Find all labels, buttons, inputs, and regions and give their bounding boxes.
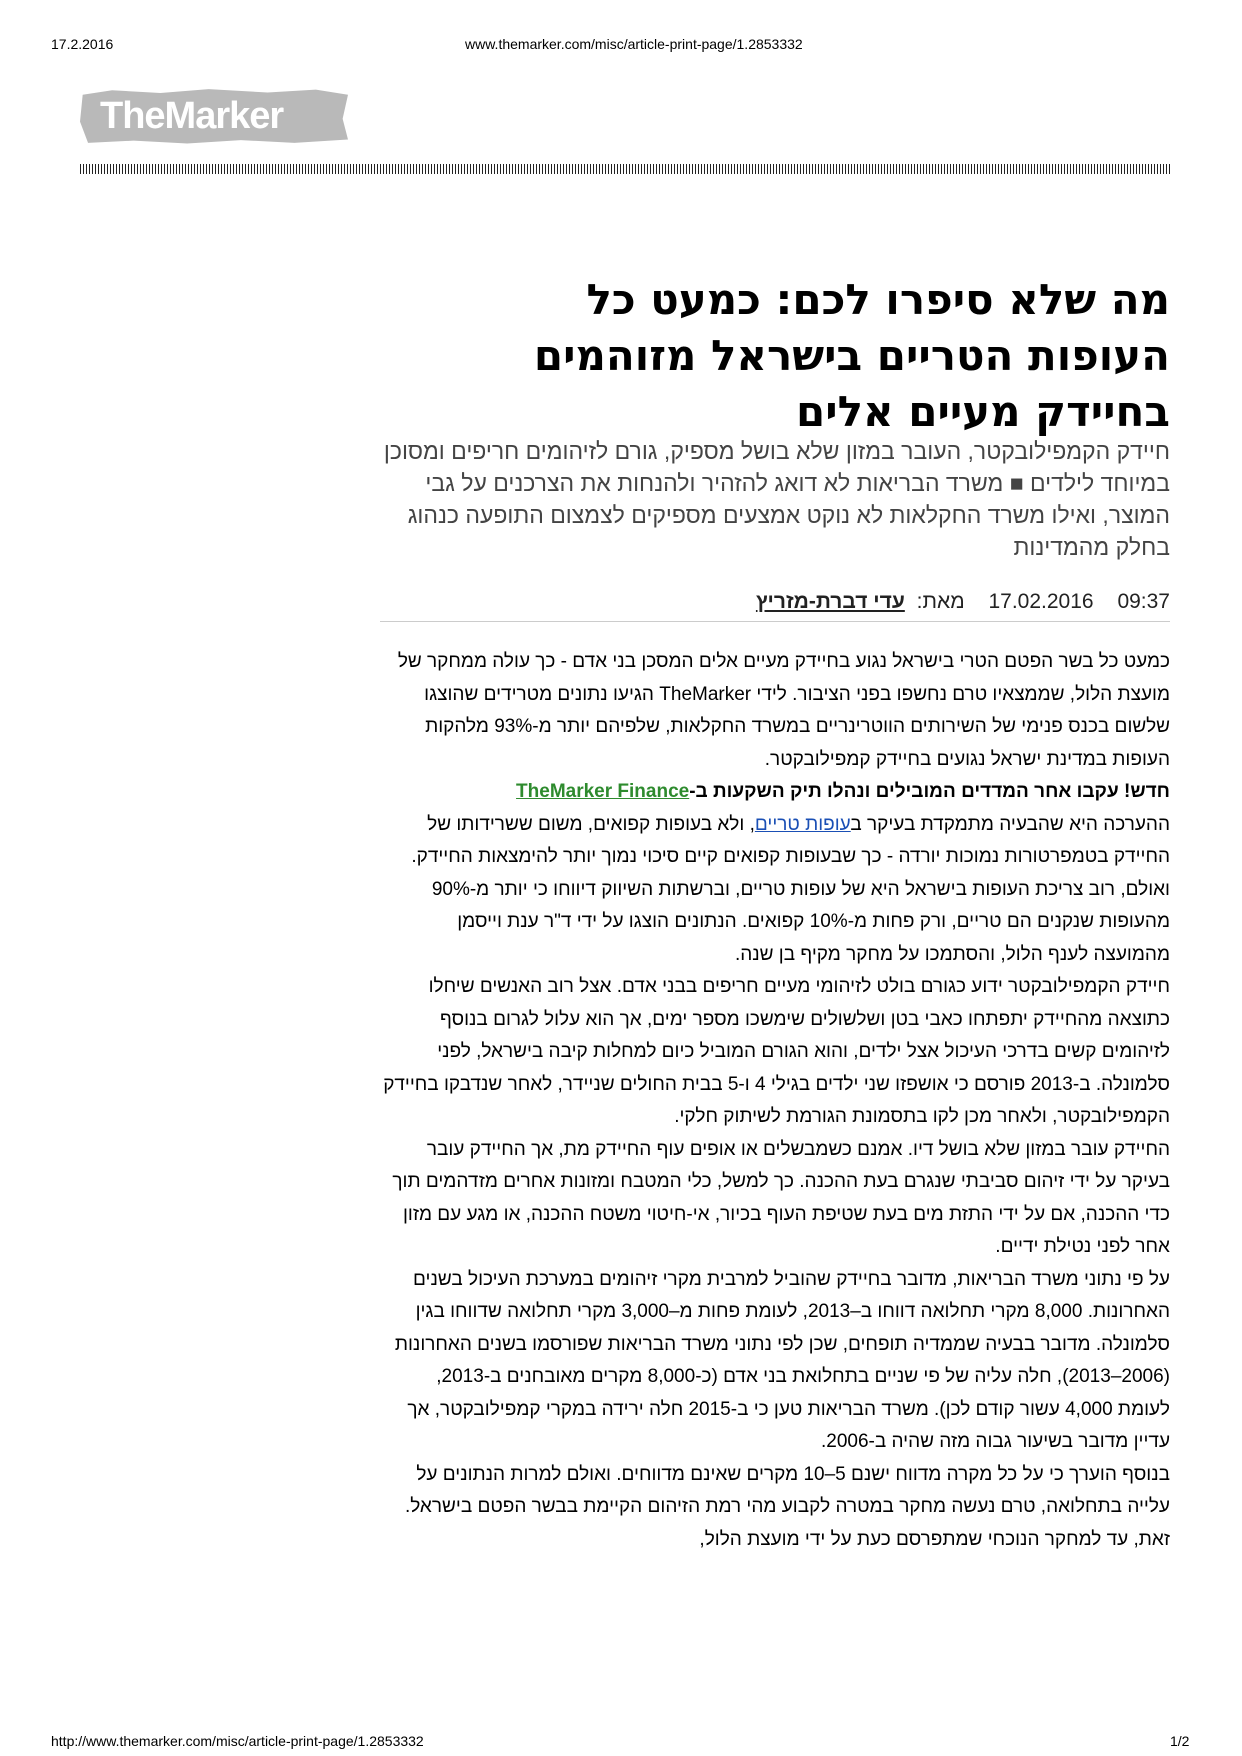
themarker-finance-link[interactable]: TheMarker Finance: [516, 781, 690, 802]
article-subtitle: [370, 435, 1170, 563]
paragraph-6: בנוסף הוערך כי על כל מקרה מדווח ישנם 5–10 מקרים שאינם מדווחים. ואולם למרות הנתונים על עלייה בתחלואה, טרם נעשה מחקר במטרה לקבוע מהי רמת הזיהום הקיימת בבשר הפטם בישראל. זאת, עד למחקר הנוכחי שמתפרסם כעת על ידי מועצת הלול,: [404, 1463, 1170, 1550]
subtitle-part-1: חיידק הקמפילובקטר, העובר במזון שלא בושל מספיק, גורם לזיהומים חריפים ומסוכן במיוחד לילדים: [383, 438, 1170, 496]
footer-url: http://www.themarker.com/misc/article-print-page/1.2853332: [51, 1733, 424, 1749]
paragraph-2-end: , ולא בעופות קפואים, משום ששרידותו של החיידק בטמפרטורות נמוכות יורדה - כך שבעופות קפואים קיים סיכוי נמוך יותר להימצאות החיידק. ואולם, רוב צריכת העופות בישראל היא של עופות טריים, וברשתות השיווק דיווחו כי יותר מ-90% מהעופות שנקנים הם טריים, ורק פחות מ-10% קפואים. הנתונים הוצגו על ידי ד"ר ענת וייסמן מהמועצה לענף הלול, והסתמכו על מחקר מקיף בן שנה.: [411, 813, 1170, 965]
article-byline: [380, 590, 1170, 622]
byline-label: מאת:: [916, 590, 965, 613]
promo-line: [380, 776, 1170, 809]
author-link[interactable]: עדי דברת-מזריץ: [755, 590, 905, 613]
paragraph-5: על פי נתוני משרד הבריאות, מדובר בחיידק שהוביל למרבית מקרי זיהומים במערכת העיכול בשנים האחרונות. 8,000 מקרי תחלואה דווחו ב–2013, לעומת פחות מ–3,000 מקרי תחלואה שדווחו בגין סלמונלה. מדובר בבעיה שממדיה תופחים, שכן לפי נתוני משרד הבריאות שפורסמו בשנים האחרונות (2006–2013), חלה עליה של פי שניים בתחלואת בני אדם (כ-8,000 מקרים מאובחנים ב-2013, לעומת 4,000 עשור קודם לכן). משרד הבריאות טען כי ב-2015 חלה ירידה במקרי קמפילובקטר, אך עדיין מדובר בשיעור גבוה מזה שהיה ב-2006.: [394, 1268, 1170, 1452]
paragraph-4: החיידק עובר במזון שלא בושל דיו. אמנם כשמבשלים או אופים עוף החיידק מת, אך החיידק עובר בעיקר על ידי זיהום סביבתי שנגרם בעת ההכנה. כך למשל, כלי המטבח ומזונות אחרים מזדהמים תוך כדי ההכנה, אם על ידי התזת מים בעת שטיפת העוף בכיור, אי-חיטוי משטח ההכנה, או מגע עם מזון אחר לפני נטילת ידיים.: [392, 1138, 1170, 1257]
page-number: 1/2: [1170, 1733, 1190, 1749]
print-date: 17.2.2016: [51, 36, 114, 52]
promo-text: חדש! עקבו אחר המדדים המובילים ונהלו תיק השקעות ב-: [689, 781, 1170, 802]
article-title: מה שלא סיפרו לכם: כמעט כל העופות הטריים בישראל מזוהמים בחיידק מעיים אלים: [533, 275, 1170, 436]
fresh-poultry-link[interactable]: עופות טריים: [754, 813, 851, 835]
logo-text: TheMarker: [100, 95, 284, 137]
subtitle-part-2: משרד הבריאות לא דואג להזהיר ולהנחות את הצרכנים על גבי המוצר, ואילו משרד החקלאות לא נוקט אמצעים מספיקים לצמצום התופעה כנהוג בחלק מהמדינות: [407, 470, 1170, 560]
paragraph-2-start: ההערכה היא שהבעיה מתמקדת בעיקר ב: [850, 813, 1170, 835]
article-body: [380, 646, 1170, 1556]
themarker-logo[interactable]: [80, 88, 348, 144]
paragraph-2: [380, 809, 1170, 972]
publish-time: 09:37: [1117, 590, 1170, 613]
header-divider: [80, 164, 1170, 174]
print-url: www.themarker.com/misc/article-print-page/1.2853332: [465, 36, 803, 52]
paragraph-3: חיידק הקמפילובקטר ידוע כגורם בולט לזיהומי מעיים חריפים בבני אדם. אצל רוב האנשים שיחלו כתוצאה מהחיידק יתפתחו כאבי בטן ושלשולים שימשכו מספר ימים, אך הוא עלול לגרום בנוסף לזיהומים קשים בדרכי העיכול אצל ילדים, והוא הגורם המוביל כיום למחלות קיבה בישראל, לפני סלמונלה. ב-2013 פורסם כי אושפזו שני ילדים בגילי 4 ו-5 בבית החולים שניידר, לאחר שנדבקו בחיידק הקמפילובקטר, ולאחר מכן לקו בתסמונת הגורמת לשיתוק חלקי.: [383, 976, 1170, 1127]
subtitle-separator: ■: [1009, 470, 1024, 496]
publish-date: 17.02.2016: [988, 590, 1094, 613]
paragraph-1: כמעט כל בשר הפטם הטרי בישראל נגוע בחיידק מעיים אלים המסכן בני אדם - כך עולה ממחקר של מועצת הלול, שממצאיו טרם נחשפו בפני הציבור. לידי TheMarker הגיעו נתונים מטרידים שהוצגו שלשום בכנס פנימי של השירותים הווטרינריים במשרד החקלאות, שלפיהם יותר מ-93% מלהקות העופות במדינת ישראל נגועים בחיידק קמפילובקטר.: [397, 651, 1170, 770]
